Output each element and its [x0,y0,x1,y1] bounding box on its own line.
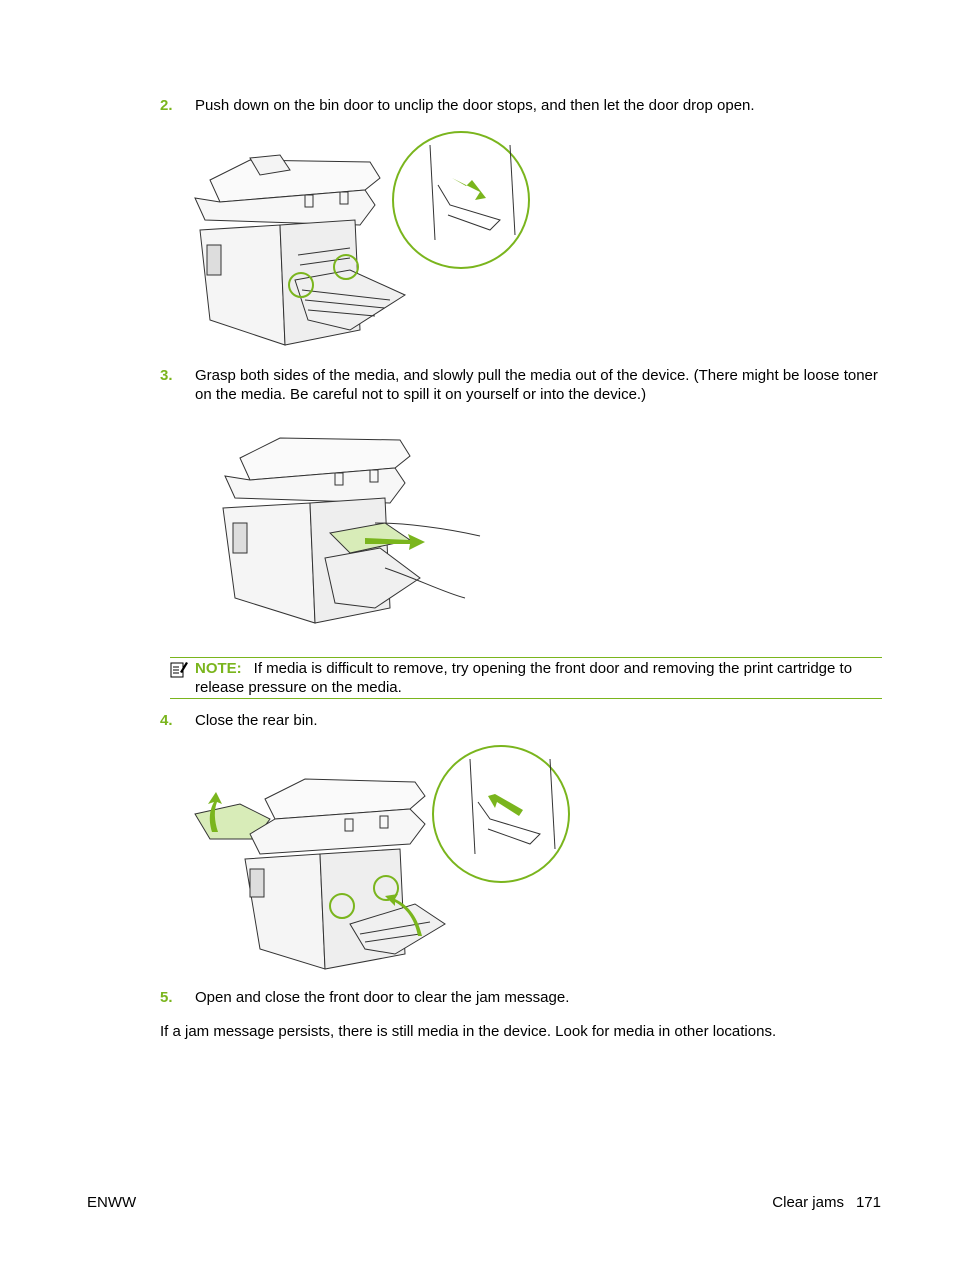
step-number: 3. [160,367,173,384]
page-number: 171 [855,1194,881,1211]
illustration-open-rear-bin [190,130,540,355]
step-number: 4. [160,712,173,729]
note-box [170,657,882,699]
step-number: 2. [160,97,173,114]
note-icon [170,660,188,678]
footer-left: ENWW [87,1194,137,1211]
step-text: Open and close the front door to clear the jam message. [195,989,570,1006]
step-text: Push down on the bin door to unclip the door stops, and then let the door drop open. [195,97,755,114]
step-text: Close the rear bin. [195,712,318,729]
footer-right [772,1194,881,1211]
note-text: If media is difficult to remove, try opening the front door and removing the print cartridge to release pressure on the media. [195,660,853,696]
footer-section: Clear jams [772,1194,844,1211]
illustration-close-rear-bin [190,744,575,974]
step-number: 5. [160,989,173,1006]
closing-paragraph: If a jam message persists, there is still media in the device. Look for media in other locations. [160,1023,777,1040]
note-label: NOTE: [195,660,242,677]
note-text-block [195,659,882,697]
illustration-pull-media [215,428,485,628]
step-text: Grasp both sides of the media, and slowly pull the media out of the device. (There might be loose toner on the media. Be careful not to spill it on yourself or into the device.) [195,367,878,403]
